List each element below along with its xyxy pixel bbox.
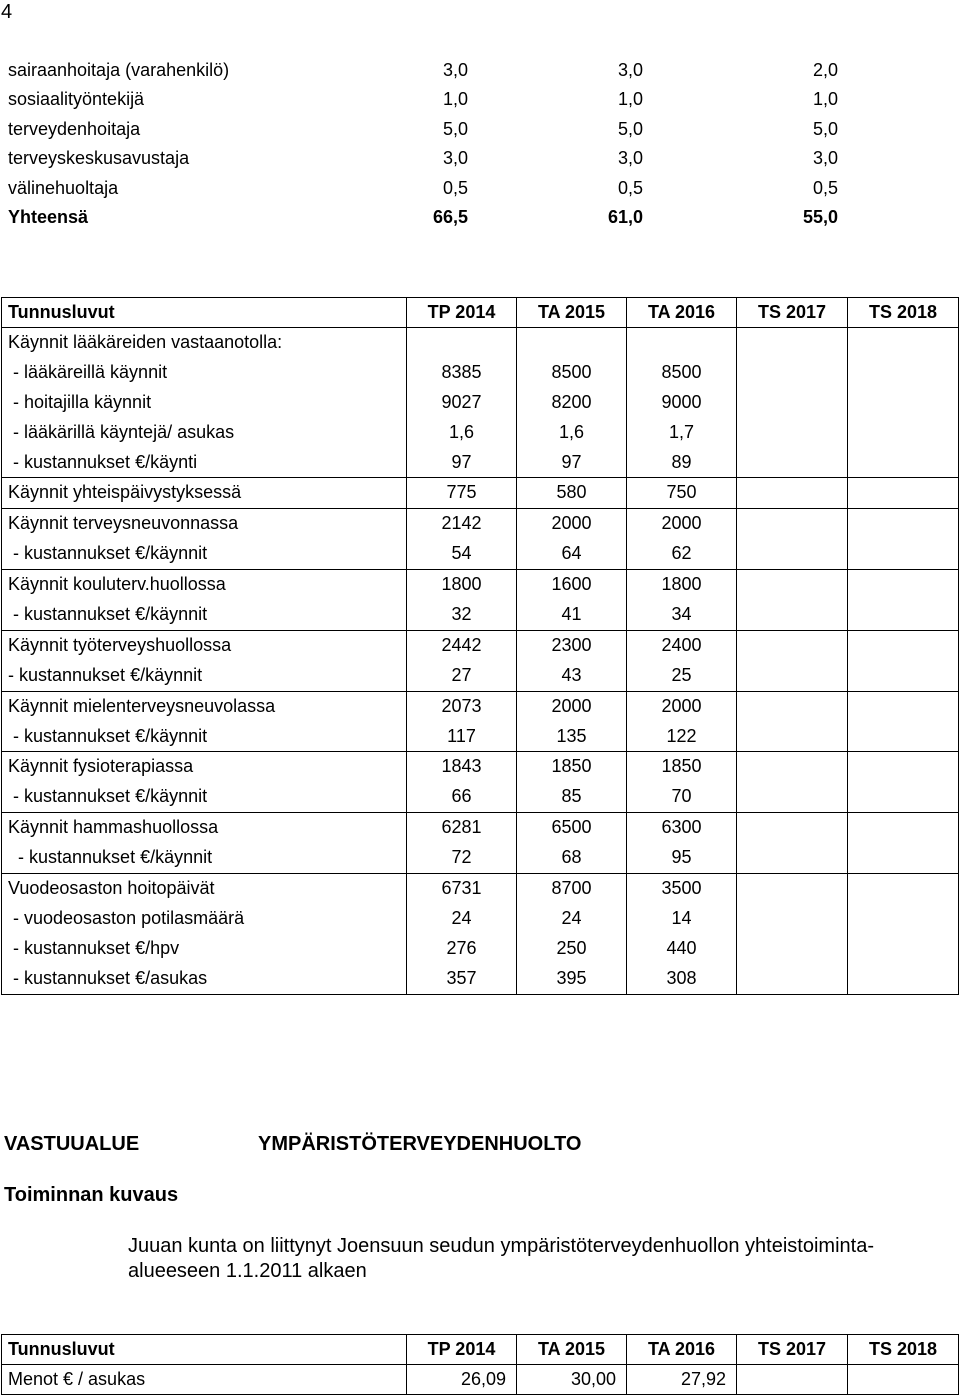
value: 2073 (441, 695, 482, 716)
value-cell (737, 813, 848, 874)
value: 6300 (661, 817, 702, 838)
value (854, 782, 952, 812)
value-cell (737, 328, 848, 478)
value (523, 328, 620, 358)
value-cell (407, 691, 517, 752)
value: 1850 (551, 756, 592, 777)
value-cell (517, 478, 627, 509)
row-label: - kustannukset €/käynnit (8, 847, 213, 868)
row-label: - lääkärillä käyntejä/ asukas (8, 421, 235, 442)
value (854, 631, 952, 661)
value: 750 (666, 482, 697, 503)
value: 117 (447, 725, 476, 746)
value-cell: 26,09 (407, 1365, 517, 1395)
value-cell (848, 813, 959, 874)
value-cell (627, 509, 737, 570)
value: 70 (671, 786, 692, 807)
value: 66 (451, 786, 472, 807)
table-row (2, 874, 959, 995)
value (743, 964, 841, 994)
value-cell (848, 752, 959, 813)
value (854, 904, 952, 934)
value (854, 752, 952, 782)
value (743, 509, 841, 539)
page-number: 4 (1, 1, 13, 23)
row-label: Käynnit terveysneuvonnassa (8, 513, 239, 534)
value-cell (737, 1365, 848, 1395)
value (854, 964, 952, 994)
column-header: Tunnusluvut (2, 1335, 407, 1365)
staff-row (8, 85, 838, 114)
value: 72 (451, 847, 472, 868)
row-label: - lääkäreillä käynnit (8, 361, 168, 382)
value: 2400 (661, 634, 702, 655)
value: 1850 (661, 756, 702, 777)
column-header: TP 2014 (407, 1335, 517, 1365)
value: 34 (671, 604, 692, 625)
value (633, 328, 730, 358)
staff-label: Yhteensä (8, 206, 89, 227)
value (854, 692, 952, 722)
value: 3500 (661, 878, 702, 899)
value (854, 813, 952, 843)
value-cell (737, 691, 848, 752)
value (743, 600, 841, 630)
value: 25 (671, 664, 692, 685)
value-cell (627, 328, 737, 478)
row-label: Käynnit hammashuollossa (8, 817, 219, 838)
staff-row (8, 203, 838, 232)
row-label: - kustannukset €/käynti (8, 451, 198, 472)
value-cell (737, 630, 848, 691)
value: 9000 (661, 391, 702, 412)
value: 440 (666, 937, 697, 958)
value-cell (848, 570, 959, 631)
staff-value: 1,0 (617, 89, 643, 110)
row-label: - hoitajilla käynnit (8, 391, 152, 412)
staff-value: 1,0 (812, 89, 838, 110)
column-header: TS 2017 (737, 1335, 848, 1365)
value (413, 328, 510, 358)
value-cell (737, 752, 848, 813)
row-label: Käynnit mielenterveysneuvolassa (8, 695, 276, 716)
value-cell (627, 874, 737, 995)
value (854, 478, 952, 508)
value-cell (407, 874, 517, 995)
value: 9027 (441, 391, 482, 412)
value-cell (737, 509, 848, 570)
staff-value: 0,5 (812, 177, 838, 198)
value (743, 934, 841, 964)
value: 14 (671, 907, 692, 928)
table-row (2, 752, 959, 813)
row-label: Käynnit fysioterapiassa (8, 756, 194, 777)
description-line: Juuan kunta on liittynyt Joensuun seudun ympäristöterveydenhuollon yhteistoiminta- (128, 1235, 874, 1257)
staff-value: 5,0 (812, 118, 838, 139)
value (854, 388, 952, 418)
value: 250 (556, 937, 587, 958)
value-cell (407, 328, 517, 478)
value-cell (517, 328, 627, 478)
staff-label: sairaanhoitaja (varahenkilö) (8, 60, 230, 80)
value: 122 (666, 725, 697, 746)
value (854, 418, 952, 448)
row-label: - kustannukset €/käynnit (8, 664, 203, 685)
value (854, 600, 952, 630)
value (743, 418, 841, 448)
value: 135 (556, 725, 587, 746)
value-cell (848, 478, 959, 509)
row-label: - vuodeosaston potilasmäärä (8, 907, 245, 928)
value (854, 448, 952, 478)
value-cell (737, 478, 848, 509)
row-label: - kustannukset €/käynnit (8, 725, 208, 746)
value-cell (517, 813, 627, 874)
value (743, 631, 841, 661)
row-label: Menot € / asukas (2, 1365, 407, 1395)
row-label: - kustannukset €/käynnit (8, 543, 208, 564)
value: 1,6 (448, 421, 475, 442)
operations-description-heading: Toiminnan kuvaus (4, 1184, 179, 1206)
staff-label: terveyskeskusavustaja (8, 148, 190, 169)
table-row (2, 630, 959, 691)
value (854, 570, 952, 600)
value-cell (848, 691, 959, 752)
value: 6731 (441, 878, 482, 899)
value: 2000 (661, 513, 702, 534)
value (743, 813, 841, 843)
value: 85 (561, 786, 582, 807)
value-cell (407, 509, 517, 570)
staff-row (8, 174, 838, 203)
value-cell (627, 630, 737, 691)
row-label-cell (2, 478, 407, 509)
value-cell (627, 478, 737, 509)
table-row (2, 509, 959, 570)
table-header-row (2, 1335, 959, 1365)
value: 1600 (551, 574, 592, 595)
row-label: - kustannukset €/käynnit (8, 604, 208, 625)
kpi-table-environment (1, 1334, 959, 1395)
value-cell (737, 874, 848, 995)
value: 64 (561, 543, 582, 564)
value: 8700 (551, 878, 592, 899)
staff-value: 3,0 (442, 60, 468, 80)
value: 6281 (441, 817, 482, 838)
value (854, 539, 952, 569)
row-label: Käynnit kouluterv.huollossa (8, 574, 226, 595)
value: 41 (561, 604, 582, 625)
operations-description (128, 1234, 948, 1284)
value-cell (407, 752, 517, 813)
value: 1,7 (668, 421, 695, 442)
row-label-cell (2, 570, 407, 631)
value: 395 (556, 967, 587, 988)
value-cell (627, 691, 737, 752)
staff-value: 1,0 (442, 89, 468, 110)
value: 54 (451, 543, 472, 564)
value: 1800 (441, 574, 482, 595)
value-cell (517, 630, 627, 691)
value (743, 358, 841, 388)
value: 2442 (441, 634, 482, 655)
value: 43 (561, 664, 582, 685)
value: 27 (451, 664, 472, 685)
value: 24 (561, 907, 582, 928)
value: 89 (671, 451, 692, 472)
staff-row (8, 56, 838, 85)
value-cell (407, 570, 517, 631)
value: 2142 (441, 513, 482, 534)
column-header: TA 2015 (517, 298, 627, 328)
kpi-table (1, 297, 959, 995)
value (743, 661, 841, 691)
staff-value: 0,5 (442, 177, 468, 198)
value-cell (517, 691, 627, 752)
column-header: TA 2015 (517, 1335, 627, 1365)
value-cell (627, 570, 737, 631)
table-header-row (2, 298, 959, 328)
value-cell (737, 570, 848, 631)
value: 775 (446, 482, 477, 503)
value (743, 478, 841, 508)
value: 357 (446, 967, 477, 988)
row-label: Käynnit yhteispäivystyksessä (8, 482, 242, 503)
row-label-cell (2, 328, 407, 478)
responsibility-area-label: VASTUUALUE (4, 1133, 140, 1155)
row-label-cell (2, 691, 407, 752)
table-row (2, 691, 959, 752)
value-cell (407, 478, 517, 509)
row-label-cell (2, 813, 407, 874)
row-label-cell (2, 752, 407, 813)
value-cell: 30,00 (517, 1365, 627, 1395)
value: 1,6 (558, 421, 585, 442)
value (854, 328, 952, 358)
row-label: Vuodeosaston hoitopäivät (8, 878, 215, 899)
row-label: Käynnit työterveyshuollossa (8, 634, 232, 655)
value-cell (517, 752, 627, 813)
row-label: - kustannukset €/käynnit (8, 786, 208, 807)
value-cell (848, 1365, 959, 1395)
value: 24 (451, 907, 472, 928)
staff-label: välinehuoltaja (8, 177, 119, 198)
value: 308 (666, 967, 697, 988)
value: 68 (561, 847, 582, 868)
value (854, 874, 952, 904)
value: 32 (451, 604, 472, 625)
value: 1800 (661, 574, 702, 595)
staff-value: 3,0 (442, 148, 468, 169)
value (854, 934, 952, 964)
value-cell (517, 570, 627, 631)
value (743, 692, 841, 722)
value: 97 (561, 451, 582, 472)
column-header: TA 2016 (627, 298, 737, 328)
row-label-cell (2, 630, 407, 691)
table-row (2, 1365, 959, 1395)
value (854, 843, 952, 873)
value-cell (517, 509, 627, 570)
column-header: TS 2018 (848, 298, 959, 328)
row-label: - kustannukset €/asukas (8, 967, 208, 988)
column-header: TS 2017 (737, 298, 848, 328)
value-cell (848, 874, 959, 995)
table-row (2, 813, 959, 874)
value: 8200 (551, 391, 592, 412)
value: 580 (556, 482, 587, 503)
value-cell (517, 874, 627, 995)
staff-value: 66,5 (432, 206, 468, 227)
row-label: Käynnit lääkäreiden vastaanotolla: (8, 332, 283, 352)
staff-row (8, 115, 838, 144)
value: 2000 (551, 513, 592, 534)
table-row (2, 570, 959, 631)
column-header: TP 2014 (407, 298, 517, 328)
value (743, 570, 841, 600)
column-header: Tunnusluvut (2, 298, 407, 328)
row-label-cell (2, 874, 407, 995)
staff-value: 2,0 (812, 60, 838, 80)
staff-value: 55,0 (802, 206, 838, 227)
value-cell: 27,92 (627, 1365, 737, 1395)
value-cell (848, 630, 959, 691)
value: 2000 (661, 695, 702, 716)
value (743, 388, 841, 418)
table-row (2, 478, 959, 509)
value: 1843 (441, 756, 482, 777)
value (854, 509, 952, 539)
value-cell (627, 813, 737, 874)
value (743, 539, 841, 569)
staff-value: 5,0 (442, 118, 468, 139)
value-cell (848, 328, 959, 478)
value: 276 (446, 937, 477, 958)
staff-label: sosiaalityöntekijä (8, 89, 145, 110)
value-cell (627, 752, 737, 813)
staff-value: 61,0 (607, 206, 643, 227)
table-row (2, 328, 959, 478)
value: 2000 (551, 695, 592, 716)
row-label: - kustannukset €/hpv (8, 937, 180, 958)
value: 8500 (661, 361, 702, 382)
value-cell (848, 509, 959, 570)
value (743, 904, 841, 934)
value (743, 752, 841, 782)
responsibility-area-name: YMPÄRISTÖTERVEYDENHUOLTO (258, 1133, 582, 1155)
value: 95 (671, 847, 692, 868)
value (743, 874, 841, 904)
staff-value: 3,0 (617, 60, 643, 80)
value (743, 843, 841, 873)
value (854, 722, 952, 752)
value (743, 328, 841, 358)
value: 97 (451, 451, 472, 472)
staff-value: 3,0 (617, 148, 643, 169)
value: 8500 (551, 361, 592, 382)
value: 62 (671, 543, 692, 564)
staff-value: 0,5 (617, 177, 643, 198)
staff-table (8, 56, 838, 232)
value-cell (407, 813, 517, 874)
staff-value: 5,0 (617, 118, 643, 139)
value: 8385 (441, 361, 482, 382)
value (854, 358, 952, 388)
value (743, 722, 841, 752)
staff-value: 3,0 (812, 148, 838, 169)
value: 2300 (551, 634, 592, 655)
column-header: TA 2016 (627, 1335, 737, 1365)
column-header: TS 2018 (848, 1335, 959, 1365)
value (743, 782, 841, 812)
staff-row (8, 144, 838, 173)
staff-label: terveydenhoitaja (8, 118, 141, 139)
row-label-cell (2, 509, 407, 570)
value (743, 448, 841, 478)
value: 6500 (551, 817, 592, 838)
value (854, 661, 952, 691)
value-cell (407, 630, 517, 691)
description-line: alueeseen 1.1.2011 alkaen (128, 1260, 367, 1282)
